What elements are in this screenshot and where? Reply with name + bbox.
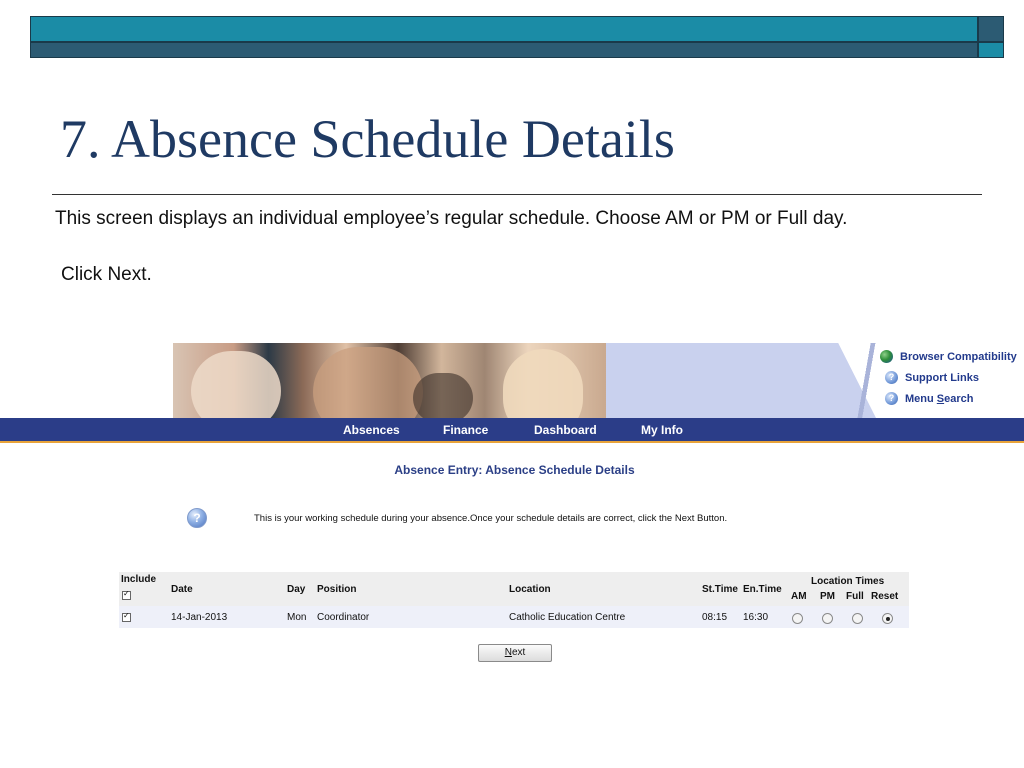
help-icon xyxy=(885,392,898,405)
slide-title: 7. Absence Schedule Details xyxy=(60,109,675,169)
menu-search-link[interactable] xyxy=(880,388,1017,409)
row-start-time: 08:15 xyxy=(702,612,728,623)
support-links-label: Support Links xyxy=(905,371,979,384)
browser-compatibility-link[interactable] xyxy=(880,346,1017,367)
full-radio[interactable] xyxy=(852,613,863,624)
menu-search-label: Menu Search xyxy=(905,392,974,405)
slide-description: This screen displays an individual employee’s regular schedule. Choose AM or PM or Full day. xyxy=(55,208,848,229)
globe-icon xyxy=(880,350,893,363)
help-icon[interactable] xyxy=(187,508,207,528)
header-day: Day xyxy=(287,584,306,595)
nav-item-absences[interactable]: Absences xyxy=(343,423,400,437)
header-start-time: St.Time xyxy=(702,584,738,595)
header-am: AM xyxy=(791,591,807,602)
reset-radio[interactable] xyxy=(882,613,893,624)
table-row xyxy=(119,606,909,628)
header-include: Include xyxy=(121,574,157,585)
header-links xyxy=(880,346,1017,409)
nav-item-dashboard[interactable]: Dashboard xyxy=(534,423,597,437)
slide-top-bar-square xyxy=(978,16,1004,42)
info-text: This is your working schedule during your absence.Once your schedule details are correct, click the Next Button. xyxy=(254,513,728,524)
row-end-time: 16:30 xyxy=(743,612,769,623)
row-day: Mon xyxy=(287,612,307,623)
next-button[interactable]: Next xyxy=(478,644,552,662)
header-reset: Reset xyxy=(871,591,899,602)
title-divider xyxy=(52,194,982,195)
table-header xyxy=(119,572,909,606)
header-banner-photo xyxy=(173,343,606,418)
slide-bottom-bar xyxy=(30,42,978,58)
slide-bottom-bar-square xyxy=(978,42,1004,58)
slide-top-bar xyxy=(30,16,978,42)
row-date: 14-Jan-2013 xyxy=(171,612,228,623)
row-position: Coordinator xyxy=(317,612,370,623)
header-full: Full xyxy=(846,591,864,602)
header-location: Location xyxy=(509,584,551,595)
include-all-checkbox[interactable] xyxy=(122,591,131,600)
header-date: Date xyxy=(171,584,193,595)
header-position: Position xyxy=(317,584,357,595)
schedule-table xyxy=(119,572,909,629)
header-pm: PM xyxy=(820,591,835,602)
pm-radio[interactable] xyxy=(822,613,833,624)
help-icon xyxy=(885,371,898,384)
nav-item-my-info[interactable]: My Info xyxy=(641,423,683,437)
am-radio[interactable] xyxy=(792,613,803,624)
header-end-time: En.Time xyxy=(743,584,782,595)
header-banner-panel xyxy=(606,343,876,418)
support-links-link[interactable] xyxy=(880,367,1017,388)
include-checkbox[interactable] xyxy=(122,613,131,622)
nav-item-finance[interactable]: Finance xyxy=(443,423,489,437)
page-heading: Absence Entry: Absence Schedule Details xyxy=(394,463,635,477)
header-banner-edge xyxy=(855,343,881,418)
header-location-times: Location Times xyxy=(811,576,885,587)
browser-compatibility-label: Browser Compatibility xyxy=(900,350,1017,363)
main-nav xyxy=(0,418,1024,443)
row-location: Catholic Education Centre xyxy=(509,612,626,623)
slide-instruction: Click Next. xyxy=(61,264,152,285)
